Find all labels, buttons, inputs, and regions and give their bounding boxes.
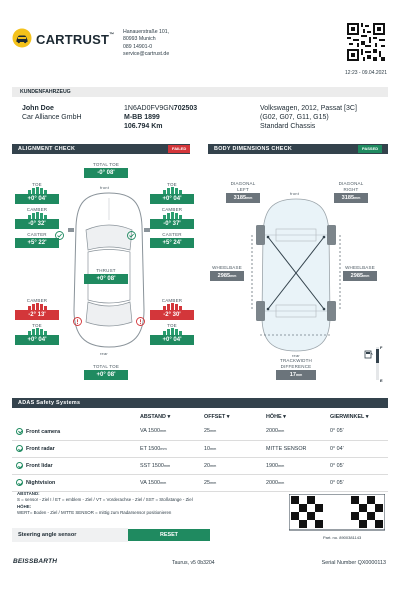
serial-number: Serial Number QX0000113: [321, 560, 386, 566]
customer-info: [22, 104, 82, 122]
rear-left-values: CAMBER -2° 13' TOE +0° 04': [15, 298, 59, 345]
customer-company: Car Alliance GmbH: [22, 114, 82, 122]
fr-toe-value: +0° 04': [150, 194, 194, 204]
vin: 1N6AD0FV9GN702503: [124, 105, 198, 112]
front-right-ok-icon: [127, 231, 136, 242]
col-offset[interactable]: OFFSET ▾: [204, 414, 230, 420]
adas-table: [12, 411, 388, 492]
fl-camber-value: -0° 32': [15, 219, 59, 229]
rl-toe-value: +0° 04': [15, 335, 59, 345]
alignment-title: ALIGNMENT CHECK: [12, 144, 190, 154]
rear-right-values: CAMBER -2° 30' TOE +0° 04': [150, 298, 194, 345]
col-gierwinkel[interactable]: GIERWINKEL ▾: [330, 414, 369, 420]
section-customer-title: KUNDENFAHRZEUG: [12, 87, 388, 97]
fuel-full-label: F: [380, 345, 383, 350]
fr-caster-value: +5° 24': [150, 238, 194, 248]
check-icon: [16, 479, 23, 486]
company-address: Hanauerstraße 101, 80993 Munich 089 14901-0 service@cartrust.de: [123, 29, 170, 57]
alignment-front-label: front: [100, 185, 110, 190]
fl-toe-value: +0° 04': [15, 194, 59, 204]
brand-name: CARTRUST™: [36, 32, 115, 47]
vehicle-model: Volkswagen, 2012, Passat [3C] (G02, G07, G11, G15) Standard Chassis: [260, 105, 357, 131]
fuel-empty-label: E: [380, 378, 383, 383]
total-toe-front: TOTAL TOE -0° 08': [84, 162, 128, 178]
front-left-values: TOE +0° 04' CAMBER -0° 32' CASTER +5° 22': [15, 182, 59, 248]
wheelbase-left: WHEELBASE 2985mm: [210, 265, 244, 281]
table-row: Front camera VA 1500mm 25mm 2000mm 0° 05': [12, 423, 388, 440]
trackwidth-difference: TRACKWIDTH DIFFERENCE 17mm: [276, 358, 316, 380]
check-icon: [16, 428, 23, 435]
reset-button[interactable]: RESET: [128, 529, 210, 541]
customer-name: John Doe: [22, 105, 54, 112]
adas-title: ADAS Safety Systems: [12, 398, 388, 408]
table-row: Front radar ET 1500mm 10mm MITTE SENSOR 0° 04': [12, 440, 388, 457]
body-front-label: front: [290, 191, 300, 196]
check-icon: [16, 462, 23, 469]
body-dimensions-title: BODY DIMENSIONS CHECK: [208, 144, 388, 154]
body-status-badge: PASSED: [358, 145, 382, 153]
device-version: Taurus, v5 0b3204: [172, 560, 215, 566]
calibration-target: [289, 494, 385, 534]
report-datetime: 12:23 - 09.04.2021: [345, 70, 387, 76]
chassis-diagram: [246, 195, 346, 355]
rr-camber-value: -2° 30': [150, 310, 194, 320]
thrust: THRUST +0° 08': [84, 268, 128, 284]
rear-left-warning-icon: [73, 317, 82, 328]
fl-caster-value: +5° 22': [15, 238, 59, 248]
rl-camber-value: -2° 13': [15, 310, 59, 320]
fr-camber-value: -0° 37': [150, 219, 194, 229]
front-right-values: TOE +0° 04' CAMBER -0° 37' CASTER +5° 24': [150, 182, 194, 248]
wheelbase-right: WHEELBASE 2985mm: [343, 265, 377, 281]
legend: ABSTAND: S = sensor - Ziel I / ET = emblem - Ziel / VT = Vorderachse - Ziel / SST = Stoßstange - Ziel HÖHE: WERT= Boden - Ziel / MITTE SENSOR = mittig zum Radarsensor positionieren: [17, 491, 193, 515]
col-hoehe[interactable]: HÖHE ▾: [266, 414, 286, 420]
check-icon: [16, 445, 23, 452]
steering-angle-field: Steering angle sensor: [12, 528, 128, 542]
alignment-rear-label: rear: [100, 351, 108, 356]
fuel-gauge: [364, 345, 384, 385]
diagonal-right: DIAGONAL RIGHT 3185mm: [334, 181, 368, 203]
brand-logo: [12, 28, 32, 48]
vehicle-identity: [124, 104, 197, 132]
alignment-status-badge: FAILED: [168, 145, 190, 153]
license-plate: M-BB 1899: [124, 114, 160, 122]
col-abstand[interactable]: ABSTAND ▾: [140, 414, 171, 420]
diagonal-left: DIAGONAL LEFT 3185mm: [226, 181, 260, 203]
rear-right-warning-icon: [136, 317, 145, 328]
car-logo-icon: [12, 28, 32, 48]
part-number: Part. no. 8900381143: [323, 535, 362, 540]
footer-brand: BEISSBARTH: [13, 558, 58, 565]
adas-header-row: [12, 411, 388, 423]
body-rear-label: rear: [292, 353, 300, 358]
total-toe-rear: TOTAL TOE +0° 08': [84, 364, 128, 380]
qr-code: [347, 23, 385, 61]
table-row: Nightvision VA 1500mm 25mm 2000mm 0° 05': [12, 474, 388, 491]
rr-toe-value: +0° 04': [150, 335, 194, 345]
table-row: Front lidar SST 1500mm 20mm 1900mm 0° 05': [12, 457, 388, 474]
mileage: 106.794 Km: [124, 123, 163, 131]
